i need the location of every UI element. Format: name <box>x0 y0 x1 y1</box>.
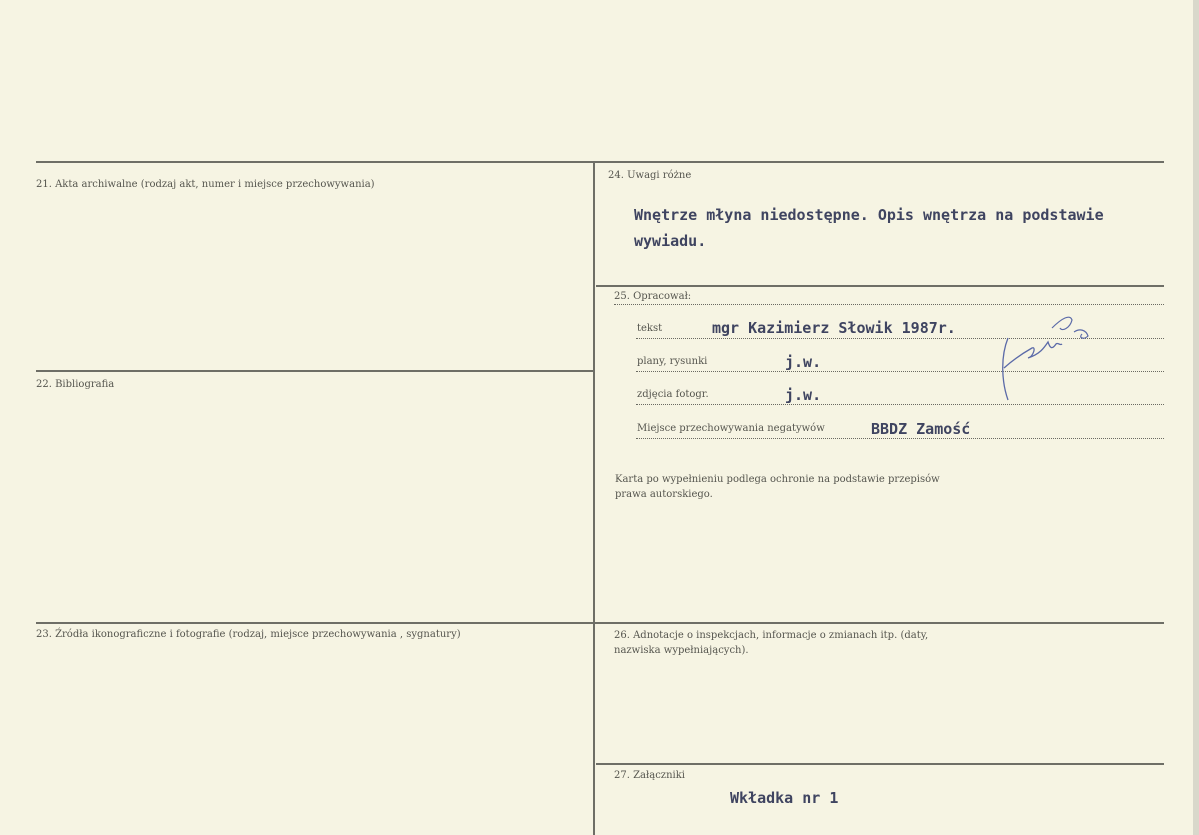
section-24-label: 24. Uwagi różne <box>608 170 692 181</box>
row-text-value: mgr Kazimierz Słowik 1987r. <box>712 319 956 337</box>
copyright-note-line2: prawa autorskiego. <box>615 489 713 500</box>
row-text-label: tekst <box>637 323 663 334</box>
section-25-label: 25. Opracował: <box>614 291 692 302</box>
dotted-line <box>614 304 1164 305</box>
section-26-label-line2: nazwiska wypełniających). <box>614 645 749 656</box>
dotted-line <box>636 438 1164 439</box>
rule-23-26 <box>36 622 1164 624</box>
row-plans-label: plany, rysunki <box>637 356 708 367</box>
row-negatives-value: BBDZ Zamość <box>871 420 971 438</box>
signature-icon <box>990 308 1100 406</box>
right-rule-25 <box>596 285 1164 287</box>
section-21-label: 21. Akta archiwalne (rodzaj akt, numer i miejsce przechowywania) <box>36 179 375 190</box>
section-22-label: 22. Bibliografia <box>36 379 115 390</box>
row-plans-value: j.w. <box>785 353 822 371</box>
remarks-text: Wnętrze młyna niedostępne. Opis wnętrza na podstawie wywiadu. <box>634 206 1104 250</box>
copyright-note-line1: Karta po wypełnieniu podlega ochronie na podstawie przepisów <box>615 474 940 485</box>
attachment-value: Wkładka nr 1 <box>730 789 839 807</box>
section-26-label-line1: 26. Adnotacje o inspekcjach, informacje o zmianach itp. (daty, <box>614 630 929 641</box>
right-rule-27 <box>596 763 1164 765</box>
row-photos-value: j.w. <box>785 386 822 404</box>
row-negatives-label: Miejsce przechowywania negatywów <box>637 423 825 434</box>
section-23-label: 23. Źródła ikonograficzne i fotografie (rodzaj, miejsce przechowywania , sygnatury) <box>36 629 461 640</box>
row-photos-label: zdjęcia fotogr. <box>637 389 709 400</box>
section-27-label: 27. Załączniki <box>614 770 685 781</box>
left-rule-22 <box>36 370 593 372</box>
top-rule <box>36 161 1164 163</box>
column-divider <box>593 161 595 835</box>
page-edge <box>1193 0 1199 835</box>
